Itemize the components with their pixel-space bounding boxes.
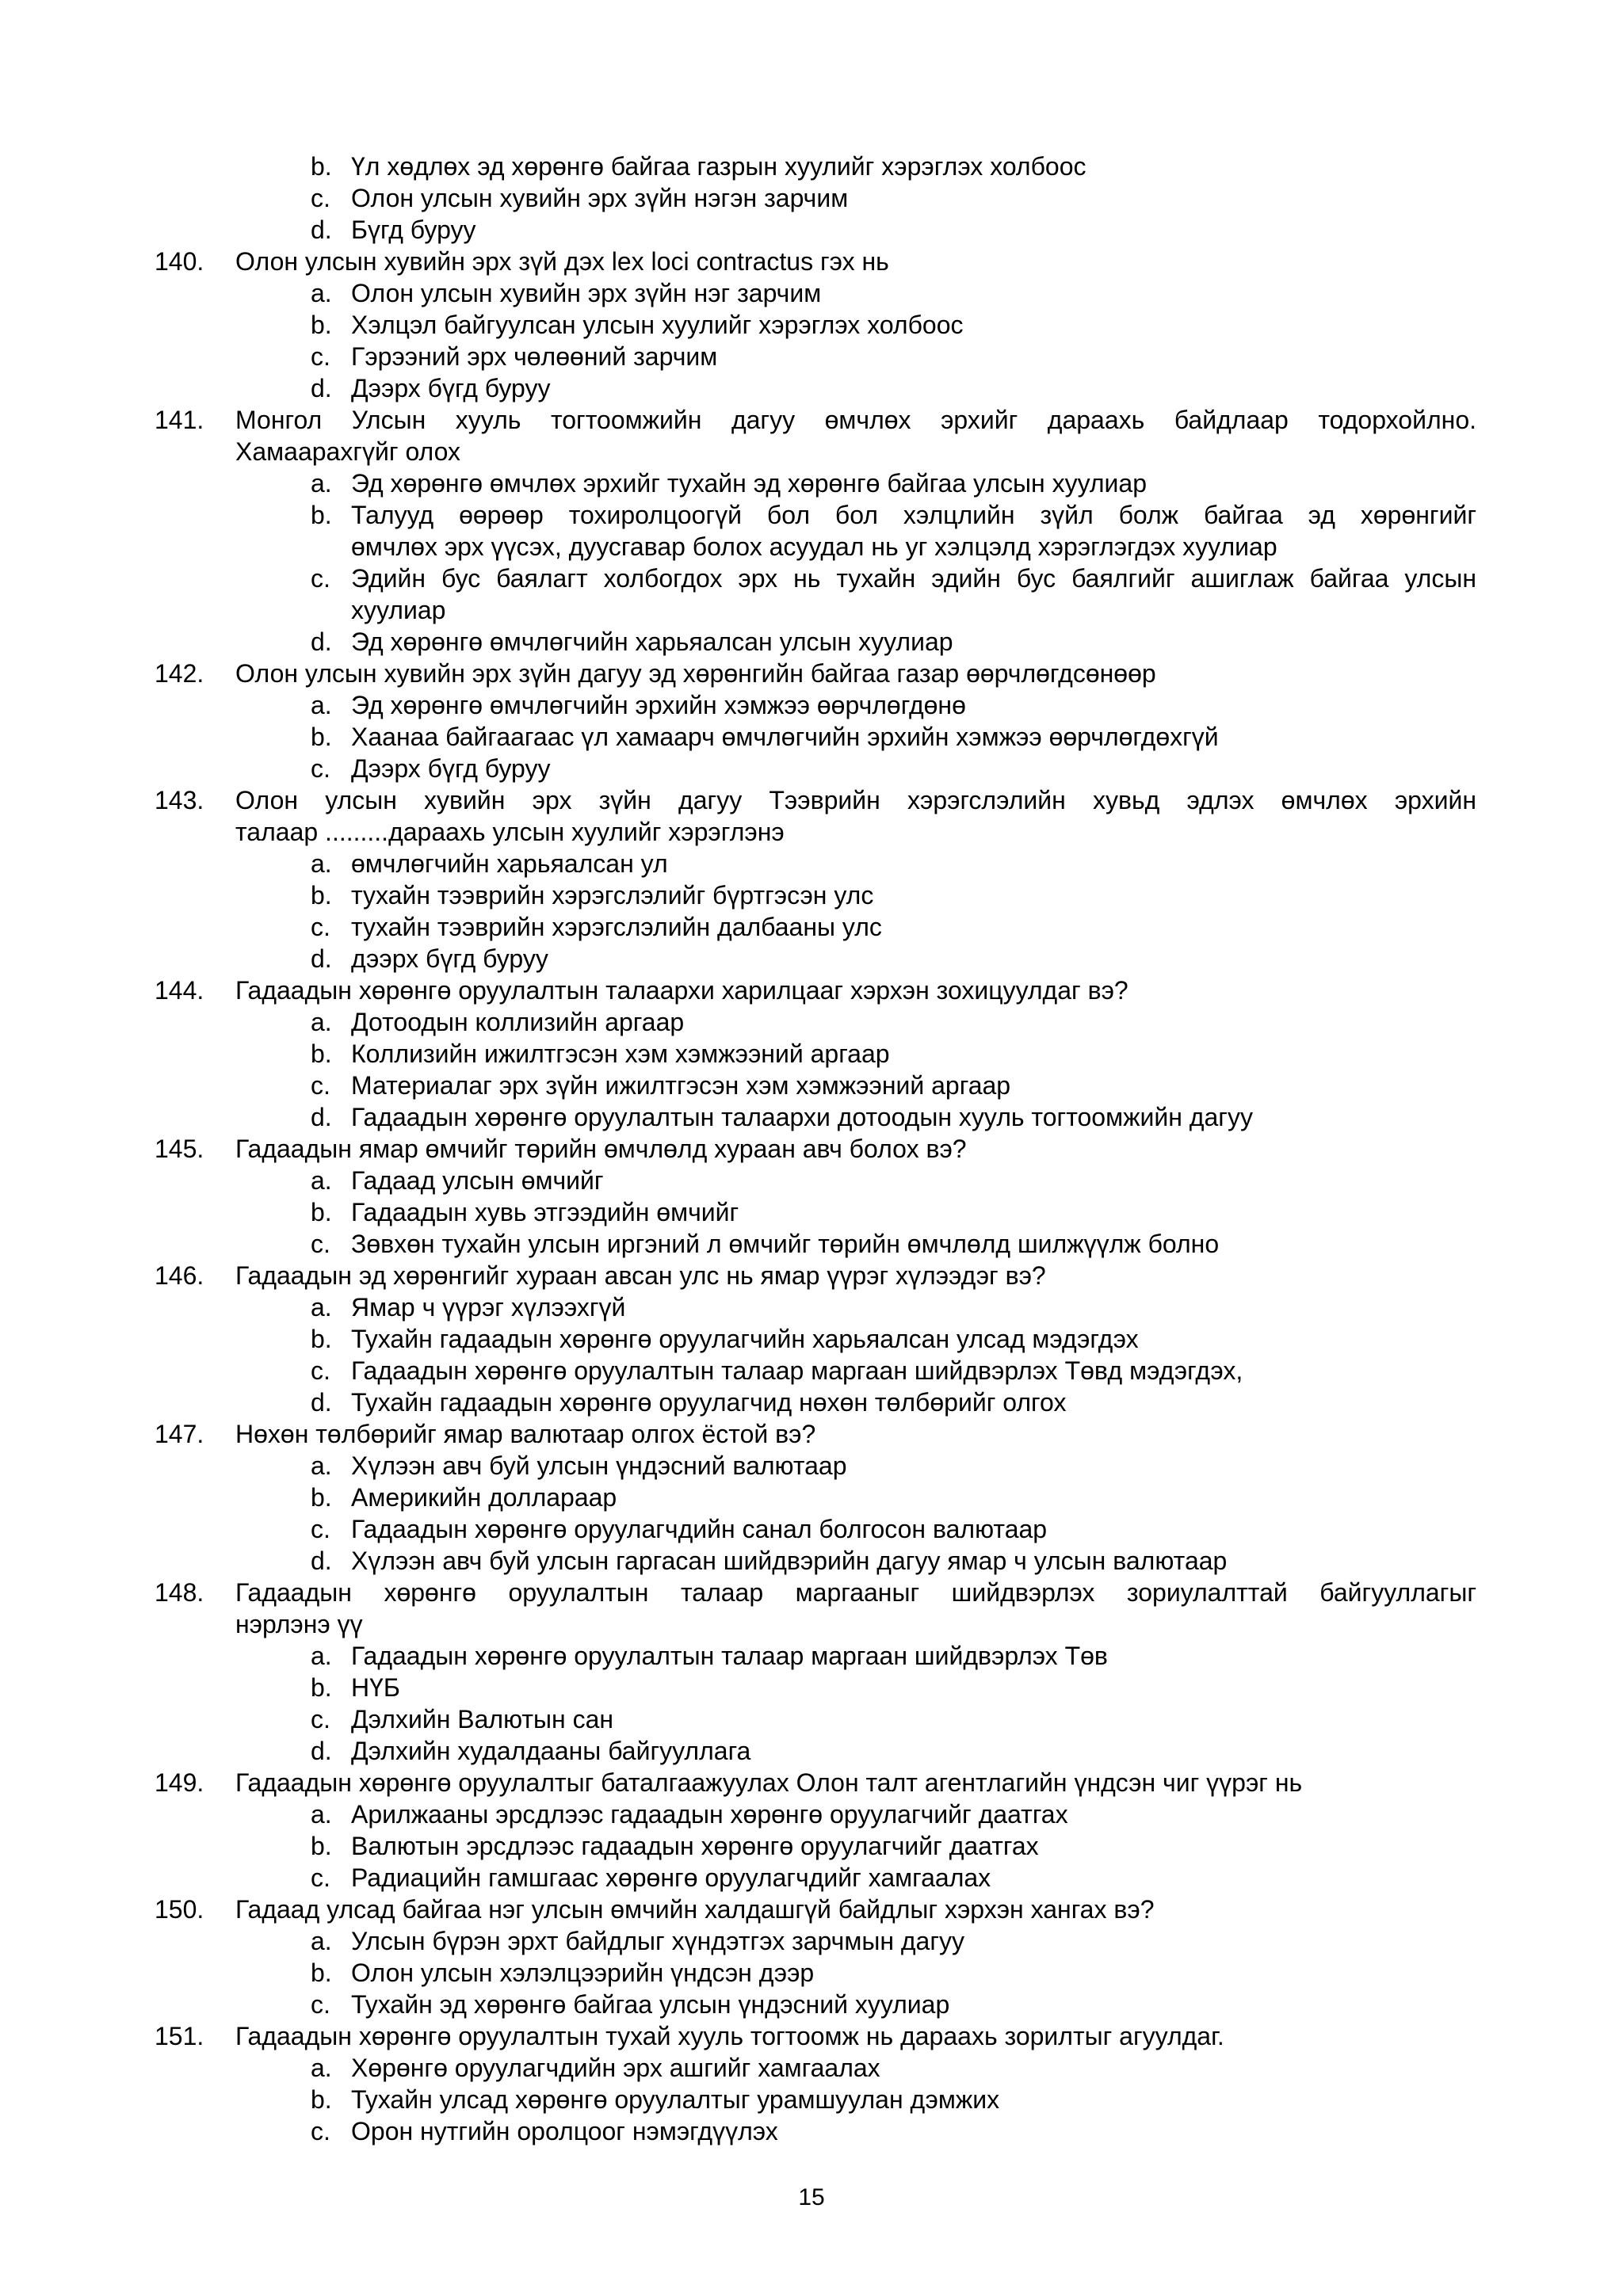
answer-option: [0, 1703, 1623, 1735]
option-letter: b.: [311, 501, 332, 529]
option-letter: b.: [311, 1039, 332, 1068]
question-text: Монгол Улсын хууль тогтоомжийн дагуу өмчлөх эрхийг дараахь байдлаар тодорхойлно.: [235, 406, 1476, 434]
question-continuation-line: [0, 1608, 1623, 1640]
question-line: [0, 2020, 1623, 2052]
answer-option-continuation: [0, 594, 1623, 626]
answer-option: [0, 626, 1623, 658]
answer-option: [0, 911, 1623, 943]
option-text: Гадаадын хөрөнгө оруулагчдийн санал болгосон валютаар: [351, 1515, 1048, 1543]
question-number: 140.: [155, 247, 204, 276]
option-text: Олон улсын хувийн эрх зүйн нэгэн зарчим: [351, 184, 849, 212]
answer-option: [0, 499, 1623, 531]
option-text: Гадаадын хувь этгээдийн өмчийг: [351, 1198, 739, 1226]
question-number: 151.: [155, 2022, 204, 2050]
question-text: Гадаадын эд хөрөнгийг хураан авсан улс нь ямар үүрэг хүлээдэг вэ?: [235, 1261, 1046, 1290]
option-text: Ямар ч үүрэг хүлээхгүй: [351, 1293, 626, 1322]
answer-option: [0, 1006, 1623, 1038]
option-text: дээрх бүгд буруу: [351, 944, 548, 973]
answer-option-continuation: [0, 531, 1623, 563]
option-text: Материалаг эрх зүйн ижилтгэсэн хэм хэмжээний аргаар: [351, 1071, 1011, 1100]
answer-option: [0, 1228, 1623, 1260]
option-text: Хаанаа байгаагаас үл хамаарч өмчлөгчийн эрхийн хэмжээ өөрчлөгдөхгүй: [351, 723, 1219, 751]
answer-option: [0, 879, 1623, 911]
answer-option: [0, 2052, 1623, 2084]
option-text: Коллизийн ижилтгэсэн хэм хэмжээний аргаар: [351, 1039, 890, 1068]
option-text: тухайн тээврийн хэрэгслэлийн далбааны улс: [351, 913, 882, 941]
option-letter: c.: [311, 1356, 330, 1385]
question-text: Олон улсын хувийн эрх зүйн дагуу эд хөрөнгийн байгаа газар өөрчлөгдсөнөөр: [235, 659, 1156, 688]
question-line: [0, 1418, 1623, 1450]
answer-option: [0, 721, 1623, 753]
option-text: Хүлээн авч буй улсын үндэсний валютаар: [351, 1451, 847, 1480]
answer-option: [0, 1482, 1623, 1513]
option-letter: b.: [311, 1832, 332, 1860]
answer-option: [0, 2084, 1623, 2115]
answer-option: [0, 1672, 1623, 1703]
answer-option: [0, 1323, 1623, 1355]
question-line: [0, 1577, 1623, 1608]
answer-option: [0, 1640, 1623, 1672]
option-letter: b.: [311, 1483, 332, 1512]
question-list: [0, 151, 1623, 2147]
answer-option: [0, 341, 1623, 372]
answer-option: [0, 1830, 1623, 1862]
question-text: Олон улсын хувийн эрх зүйн дагуу Тээврийн хэрэгслэлийн хувьд эдлэх өмчлөх эрхийн: [235, 786, 1476, 814]
option-letter: b.: [311, 311, 332, 339]
question-text: Гадаадын хөрөнгө оруулалтыг баталгаажуулах Олон талт агентлагийн үндсэн чиг үүрэг нь: [235, 1768, 1303, 1797]
answer-option: [0, 309, 1623, 341]
question-text: Олон улсын хувийн эрх зүй дэх lex loci contractus гэх нь: [235, 247, 889, 276]
answer-option: [0, 1545, 1623, 1577]
answer-option: [0, 467, 1623, 499]
option-text: Дэлхийн Валютын сан: [351, 1705, 614, 1733]
option-letter: c.: [311, 754, 330, 783]
question-text: нэрлэнэ үү: [235, 1610, 363, 1638]
option-letter: c.: [311, 1863, 330, 1892]
question-text: Гадаадын ямар өмчийг төрийн өмчлөлд хураан авч болох вэ?: [235, 1135, 967, 1163]
option-text: Олон улсын хувийн эрх зүйн нэг зарчим: [351, 279, 822, 307]
option-text: Бүгд буруу: [351, 215, 476, 244]
option-text: Дэлхийн худалдааны байгууллага: [351, 1737, 751, 1765]
option-letter: b.: [311, 1325, 332, 1353]
question-number: 148.: [155, 1578, 204, 1607]
question-number: 143.: [155, 786, 204, 814]
answer-option: [0, 182, 1623, 214]
option-letter: c.: [311, 342, 330, 371]
question-text: Нөхөн төлбөрийг ямар валютаар олгох ёстой вэ?: [235, 1420, 816, 1448]
option-letter: c.: [311, 1705, 330, 1733]
option-letter: b.: [311, 2085, 332, 2114]
answer-option: [0, 563, 1623, 594]
answer-option: [0, 1070, 1623, 1101]
option-letter: a.: [311, 2054, 332, 2082]
question-line: [0, 404, 1623, 436]
option-letter: c.: [311, 1515, 330, 1543]
option-text: Гадаадын хөрөнгө оруулалтын талаар маргаан шийдвэрлэх Төв: [351, 1642, 1108, 1670]
option-text: Талууд өөрөөр тохиролцоогүй бол бол хэлцлийн зүйл болж байгаа эд хөрөнгийг: [351, 501, 1476, 529]
answer-option: [0, 1386, 1623, 1418]
answer-option: [0, 1798, 1623, 1830]
option-letter: a.: [311, 279, 332, 307]
question-number: 150.: [155, 1895, 204, 1924]
answer-option: [0, 151, 1623, 182]
option-letter: a.: [311, 849, 332, 878]
option-letter: a.: [311, 1927, 332, 1955]
option-text: Эдийн бус баялагт холбогдох эрх нь тухайн эдийн бус баялгийг ашиглаж байгаа улсын: [351, 564, 1476, 593]
option-letter: d.: [311, 1388, 332, 1417]
question-text: Гадаадын хөрөнгө оруулалтын талаархи харилцааг хэрхэн зохицуулдаг вэ?: [235, 976, 1128, 1005]
question-line: [0, 1894, 1623, 1925]
question-text: талаар .........дараахь улсын хуулийг хэрэглэнэ: [235, 818, 785, 846]
option-text: тухайн тээврийн хэрэгслэлийг бүртгэсэн улс: [351, 881, 874, 910]
question-number: 146.: [155, 1261, 204, 1290]
option-text: Хүлээн авч буй улсын гаргасан шийдвэрийн дагуу ямар ч улсын валютаар: [351, 1547, 1228, 1575]
option-letter: d.: [311, 215, 332, 244]
option-text: өмчлөх эрх үүсэх, дуусгавар болох асуудал нь уг хэлцэлд хэрэглэгдэх хуулиар: [351, 532, 1277, 561]
option-letter: d.: [311, 1103, 332, 1131]
answer-option: [0, 1355, 1623, 1386]
option-text: Дээрх бүгд буруу: [351, 754, 551, 783]
option-text: Улсын бүрэн эрхт байдлыг хүндэтгэх зарчмын дагуу: [351, 1927, 965, 1955]
answer-option: [0, 1957, 1623, 1989]
question-number: 149.: [155, 1768, 204, 1797]
option-text: НҮБ: [351, 1673, 400, 1702]
answer-option: [0, 1291, 1623, 1323]
option-letter: c.: [311, 564, 330, 593]
answer-option: [0, 1196, 1623, 1228]
option-text: Гэрээний эрх чөлөөний зарчим: [351, 342, 718, 371]
option-letter: a.: [311, 469, 332, 498]
option-text: Радиацийн гамшгаас хөрөнгө оруулагчдийг хамгаалах: [351, 1863, 991, 1892]
question-number: 144.: [155, 976, 204, 1005]
question-line: [0, 974, 1623, 1006]
option-text: Гадаад улсын өмчийг: [351, 1166, 604, 1195]
question-line: [0, 246, 1623, 277]
option-letter: d.: [311, 627, 332, 656]
option-letter: a.: [311, 1166, 332, 1195]
question-line: [0, 1767, 1623, 1798]
option-text: Валютын эрсдлээс гадаадын хөрөнгө оруулагчийг даатгах: [351, 1832, 1039, 1860]
option-letter: a.: [311, 1642, 332, 1670]
option-text: Эд хөрөнгө өмчлөх эрхийг тухайн эд хөрөнгө байгаа улсын хуулиар: [351, 469, 1148, 498]
option-text: Эд хөрөнгө өмчлөгчийн эрхийн хэмжээ өөрчлөгдөнө: [351, 691, 966, 719]
option-text: Америкийн доллараар: [351, 1483, 617, 1512]
answer-option: [0, 1989, 1623, 2020]
question-line: [0, 1260, 1623, 1291]
question-line: [0, 1133, 1623, 1165]
question-line: [0, 784, 1623, 816]
option-text: Олон улсын хэлэлцээрийн үндсэн дээр: [351, 1958, 815, 1987]
answer-option: [0, 214, 1623, 246]
answer-option: [0, 1925, 1623, 1957]
answer-option: [0, 1101, 1623, 1133]
option-text: Үл хөдлөх эд хөрөнгө байгаа газрын хуулийг хэрэглэх холбоос: [351, 152, 1086, 181]
question-continuation-line: [0, 436, 1623, 467]
answer-option: [0, 689, 1623, 721]
option-text: хуулиар: [351, 596, 446, 624]
answer-option: [0, 1513, 1623, 1545]
question-number: 145.: [155, 1135, 204, 1163]
option-letter: c.: [311, 1230, 330, 1258]
question-text: Хамаарахгүйг олох: [235, 437, 460, 466]
question-number: 141.: [155, 406, 204, 434]
option-text: Зөвхөн тухайн улсын иргэний л өмчийг төрийн өмчлөлд шилжүүлж болно: [351, 1230, 1220, 1258]
option-text: Тухайн гадаадын хөрөнгө оруулагчид нөхөн төлбөрийг олгох: [351, 1388, 1067, 1417]
option-letter: c.: [311, 2117, 330, 2145]
option-letter: a.: [311, 1800, 332, 1829]
option-text: Дээрх бүгд буруу: [351, 374, 551, 402]
question-line: [0, 658, 1623, 689]
answer-option: [0, 277, 1623, 309]
option-text: Тухайн эд хөрөнгө байгаа улсын үндэсний хуулиар: [351, 1990, 950, 2019]
option-text: Арилжааны эрсдлээс гадаадын хөрөнгө оруулагчийг даатгах: [351, 1800, 1068, 1829]
option-letter: d.: [311, 1547, 332, 1575]
answer-option: [0, 1450, 1623, 1482]
answer-option: [0, 2115, 1623, 2147]
page-number: 15: [798, 2184, 825, 2210]
option-text: Гадаадын хөрөнгө оруулалтын талаар маргаан шийдвэрлэх Төвд мэдэгдэх,: [351, 1356, 1243, 1385]
option-text: Гадаадын хөрөнгө оруулалтын талаархи дотоодын хууль тогтоомжийн дагуу: [351, 1103, 1253, 1131]
question-number: 147.: [155, 1420, 204, 1448]
option-letter: a.: [311, 1293, 332, 1322]
option-letter: c.: [311, 184, 330, 212]
option-letter: a.: [311, 691, 332, 719]
option-text: Орон нутгийн оролцоог нэмэгдүүлэх: [351, 2117, 778, 2145]
option-letter: b.: [311, 1198, 332, 1226]
answer-option: [0, 372, 1623, 404]
option-letter: d.: [311, 944, 332, 973]
option-letter: d.: [311, 1737, 332, 1765]
answer-option: [0, 1735, 1623, 1767]
option-letter: c.: [311, 1990, 330, 2019]
option-text: өмчлөгчийн харьяалсан ул: [351, 849, 668, 878]
answer-option: [0, 1862, 1623, 1894]
option-letter: b.: [311, 723, 332, 751]
option-letter: b.: [311, 1673, 332, 1702]
answer-option: [0, 1038, 1623, 1070]
option-letter: a.: [311, 1451, 332, 1480]
option-text: Тухайн гадаадын хөрөнгө оруулагчийн харьяалсан улсад мэдэгдэх: [351, 1325, 1139, 1353]
question-continuation-line: [0, 816, 1623, 848]
answer-option: [0, 753, 1623, 784]
option-letter: b.: [311, 1958, 332, 1987]
question-number: 142.: [155, 659, 204, 688]
option-text: Тухайн улсад хөрөнгө оруулалтыг урамшуулан дэмжих: [351, 2085, 1000, 2114]
option-text: Хэлцэл байгуулсан улсын хуулийг хэрэглэх холбоос: [351, 311, 964, 339]
option-text: Хөрөнгө оруулагчдийн эрх ашгийг хамгаалах: [351, 2054, 880, 2082]
option-text: Эд хөрөнгө өмчлөгчийн харьяалсан улсын хуулиар: [351, 627, 953, 656]
question-text: Гадаадын хөрөнгө оруулалтын талаар маргааныг шийдвэрлэх зориулалттай байгууллагыг: [235, 1578, 1476, 1607]
option-letter: a.: [311, 1008, 332, 1036]
answer-option: [0, 1165, 1623, 1196]
option-letter: b.: [311, 152, 332, 181]
question-text: Гадаад улсад байгаа нэг улсын өмчийн халдашгүй байдлыг хэрхэн хангах вэ?: [235, 1895, 1155, 1924]
option-letter: c.: [311, 1071, 330, 1100]
option-letter: d.: [311, 374, 332, 402]
answer-option: [0, 943, 1623, 974]
option-letter: c.: [311, 913, 330, 941]
option-letter: b.: [311, 881, 332, 910]
question-text: Гадаадын хөрөнгө оруулалтын тухай хууль тогтоомж нь дараахь зорилтыг агуулдаг.: [235, 2022, 1224, 2050]
answer-option: [0, 848, 1623, 879]
option-text: Дотоодын коллизийн аргаар: [351, 1008, 685, 1036]
